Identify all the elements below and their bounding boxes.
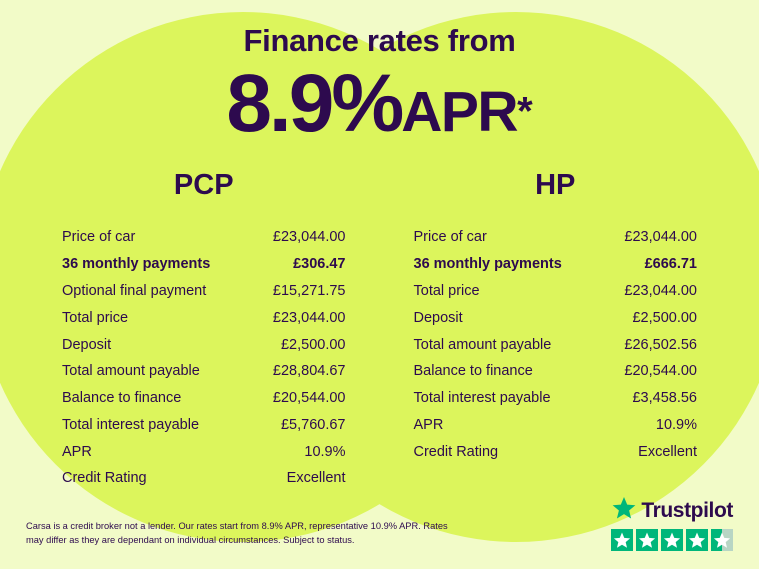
star-icon [636,529,658,551]
row-label: Total amount payable [413,336,552,353]
rate-apr-label: APR [401,80,518,144]
row-value: £3,458.56 [632,390,697,407]
row-label: Balance to finance [62,390,182,407]
table-row [62,224,346,251]
table-row [414,331,698,358]
table-row [414,278,698,305]
row-value: £23,044.00 [272,309,346,326]
table-row [62,331,346,358]
column-title-hp: HP [535,169,576,201]
row-value: £23,044.00 [624,229,697,246]
row-label: Total interest payable [413,390,551,407]
disclaimer-text: Carsa is a credit broker not a lender. Our rates start from 8.9% APR, representative 10.9% APR. Rates may differ as they are dependant on individual circumstances. Subject to status. [26,521,448,545]
row-value: £2,500.00 [280,336,346,353]
table-row [414,251,698,278]
table-row [62,465,346,492]
trustpilot-logo [611,496,733,525]
row-label: Deposit [62,336,112,353]
trustpilot-rating [611,496,733,569]
row-value: 10.9% [304,443,346,460]
row-value: £20,544.00 [624,363,697,380]
row-value: £23,044.00 [624,282,697,299]
row-label: Balance to finance [413,363,533,380]
row-value: £20,544.00 [272,390,346,407]
row-value: £5,760.67 [280,416,346,433]
row-label: APR [413,416,444,433]
table-row [62,251,346,278]
row-value: £28,804.67 [272,363,346,380]
table-row [62,304,346,331]
row-label: Price of car [62,229,136,246]
row-label: Total price [413,282,480,299]
table-row [414,438,698,465]
row-label: Total interest payable [62,416,200,433]
row-label: Optional final payment [62,282,207,299]
rate-number: 8.9% [226,58,402,149]
row-label: Total amount payable [62,363,200,380]
row-value: £26,502.56 [624,336,697,353]
table-row [414,385,698,412]
table-row [414,411,698,438]
row-label: 36 monthly payments [413,256,562,273]
page-title: Finance rates from [243,23,516,58]
asterisk-marker: * [517,89,533,134]
table-row [414,358,698,385]
row-label: APR [62,443,92,460]
row-value: £666.71 [644,256,697,273]
row-value: £23,044.00 [272,229,346,246]
row-label: 36 monthly payments [62,256,211,273]
finance-comparison [0,169,759,492]
row-label: Credit Rating [62,470,147,487]
trustpilot-star-rating [611,529,733,551]
row-label: Total price [62,309,129,326]
row-value: £15,271.75 [272,282,346,299]
row-label: Price of car [413,229,487,246]
row-label: Credit Rating [413,443,499,460]
star-icon [686,529,708,551]
table-row [62,385,346,412]
table-row [62,278,346,305]
column-title-pcp: PCP [173,169,234,201]
table-row [62,358,346,385]
table-row [414,224,698,251]
table-row [62,438,346,465]
row-value: £2,500.00 [632,309,697,326]
row-value: Excellent [638,443,697,460]
row-value: £306.47 [293,256,346,273]
finance-column-hp [380,169,732,492]
rate-display [0,58,759,149]
star-icon [661,529,683,551]
star-icon [611,529,633,551]
finance-column-pcp [28,169,380,492]
star-half-icon [711,529,733,551]
table-row [62,411,346,438]
row-value: Excellent [286,470,346,487]
row-label: Deposit [413,309,463,326]
table-row [414,304,698,331]
trustpilot-wordmark: Trustpilot [641,498,733,522]
trustpilot-star-icon [612,496,636,525]
footer [0,491,759,569]
row-value: 10.9% [655,416,697,433]
